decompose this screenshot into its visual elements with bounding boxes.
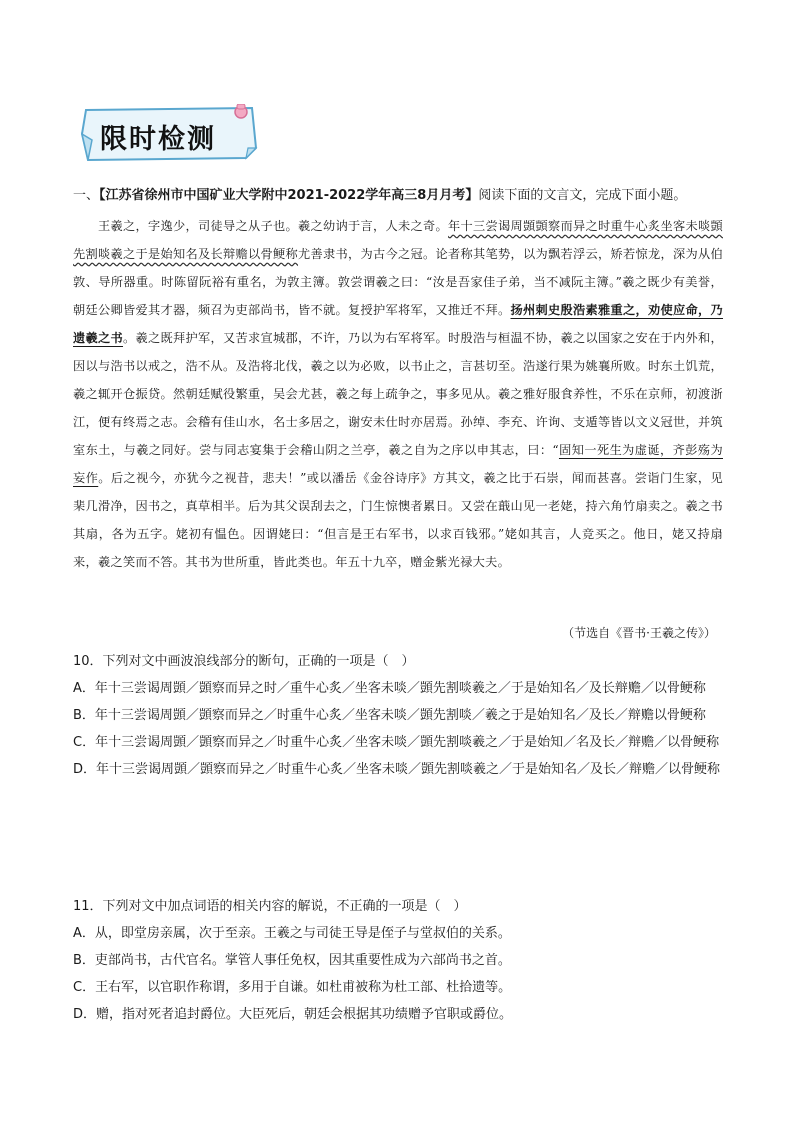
option-d: D．年十三尝谒周顗／顗察而异之／时重牛心炙／坐客未啖／顗先割啖羲之／于是始知名／及长／辩赡／以骨鲠称 [73, 762, 721, 777]
passage-text: 王羲之，字逸少，司徒导之从子也。羲之幼讷于言，人未之奇。 [98, 219, 448, 233]
header-banner [78, 104, 260, 162]
underlined-quote: 固知一死生为虚诞，齐彭殇为妄作 [73, 443, 723, 485]
question-10 [73, 648, 728, 783]
option-c: C．王右军，以官职作称谓，多用于自谦。如杜甫被称为杜工部、杜拾遗等。 [73, 980, 512, 995]
option-d: D．赠，指对死者追封爵位。大臣死后，朝廷会根据其功绩赠予官职或爵位。 [73, 1007, 513, 1022]
section-instruction: 阅读下面的文言文，完成下面小题。 [478, 188, 687, 203]
option-a: A．年十三尝谒周顗／顗察而异之时／重牛心炙／坐客未啖／顗先割啖羲之／于是始知名／及长辩赡／以骨鲠称 [73, 681, 706, 696]
passage-text: 。后之视今，亦犹今之视昔，悲夫！”或以潘岳《金谷诗序》方其文，羲之比于石崇，闻而甚喜。尝诣门生家，见棐几滑净，因书之，真草相半。后为其父误刮去之，门生惊懊者累日。又尝在蕺山见一老姥，持六角竹扇卖之。羲之书其扇，各为五字。姥初有愠色。因谓姥曰：“但言是王右军书，以求百钱邪。”姥如其言，人竞买之。他日，姥又持扇来，羲之笑而不答。其书为世所重，皆此类也。年五十九卒，赠金紫光禄大夫。 [73, 471, 723, 569]
passage-text: 尤善隶书，为古今之冠。论者称其笔势，以为飘若浮云，矫若惊龙，深为从伯敦、导所器重。时陈留阮裕有重名，为敦主簿。敦尝谓羲之曰：“汝是吾家佳子弟，当不减阮主簿。”羲之既少有美誉，朝廷公卿皆爱其才器，频召为吏部尚书，皆不就。复授护军将军，又推迁不拜。 [73, 247, 724, 317]
passage-text: 。羲之既拜护军，又苦求宣城郡，不许，乃以为右军将军。时殷浩与桓温不协，羲之以国家之安在于内外和，因以与浩书以戒之，浩不从。及浩将北伐，羲之以为必败，以书止之，言甚切至。浩遂行果为姚襄所败。时东土饥荒，羲之辄开仓振贷。然朝廷赋役繁重，吴会尤甚，羲之每上疏争之，事多见从。羲之雅好服食养性，不乐在京师，初渡浙江，便有终焉之志。会稽有佳山水，名士多居之，谢安未仕时亦居焉。孙绰、李充、许询、支遁等皆以文义冠世，并筑室东土，与羲之同好。尝与同志宴集于会稽山阴之兰亭，羲之自为之序以申其志，曰：“ [73, 331, 724, 457]
passage-paragraph [73, 212, 723, 576]
question-stem: 11．下列对文中加点词语的相关内容的解说，不正确的一项是（ ） [73, 899, 467, 914]
option-c: C．年十三尝谒周顗／顗察而异之／时重牛心炙／坐客未啖／顗先割啖羲之／于是始知／名及长／辩赡／以骨鲠称 [73, 735, 720, 750]
underlined-sentence: 扬州刺史殷浩素雅重之，劝使应命，乃遗羲之书 [73, 303, 724, 345]
question-stem: 10．下列对文中画波浪线部分的断句，正确的一项是（ ） [73, 654, 415, 669]
wavy-underlined-sentence: 年十三尝谒周顗顗察而异之时重牛心炙坐客未啖顗先割啖羲之于是始知名及长辩赡以骨鲠称 [73, 219, 723, 261]
option-b: B．年十三尝谒周顗／顗察而异之／时重牛心炙／坐客未啖／顗先割啖／羲之于是始知名／及长／辩赡以骨鲠称 [73, 708, 706, 723]
section-prefix: 一、 [73, 188, 100, 203]
banner-title: 限时检测 [100, 124, 216, 155]
option-a: A．从，即堂房亲属，次于至亲。王羲之与司徒王导是侄子与堂叔伯的关系。 [73, 926, 511, 941]
option-b: B．吏部尚书，古代官名。掌管人事任免权，因其重要性成为六部尚书之首。 [73, 953, 511, 968]
question-11 [73, 893, 728, 1028]
section-source-tag: 【江苏省徐州市中国矿业大学附中2021-2022学年高三8月月考】 [99, 188, 479, 203]
classical-passage [73, 212, 723, 576]
source-note: （节选自《晋书·王羲之传》） [562, 626, 716, 640]
section-heading [73, 186, 723, 206]
